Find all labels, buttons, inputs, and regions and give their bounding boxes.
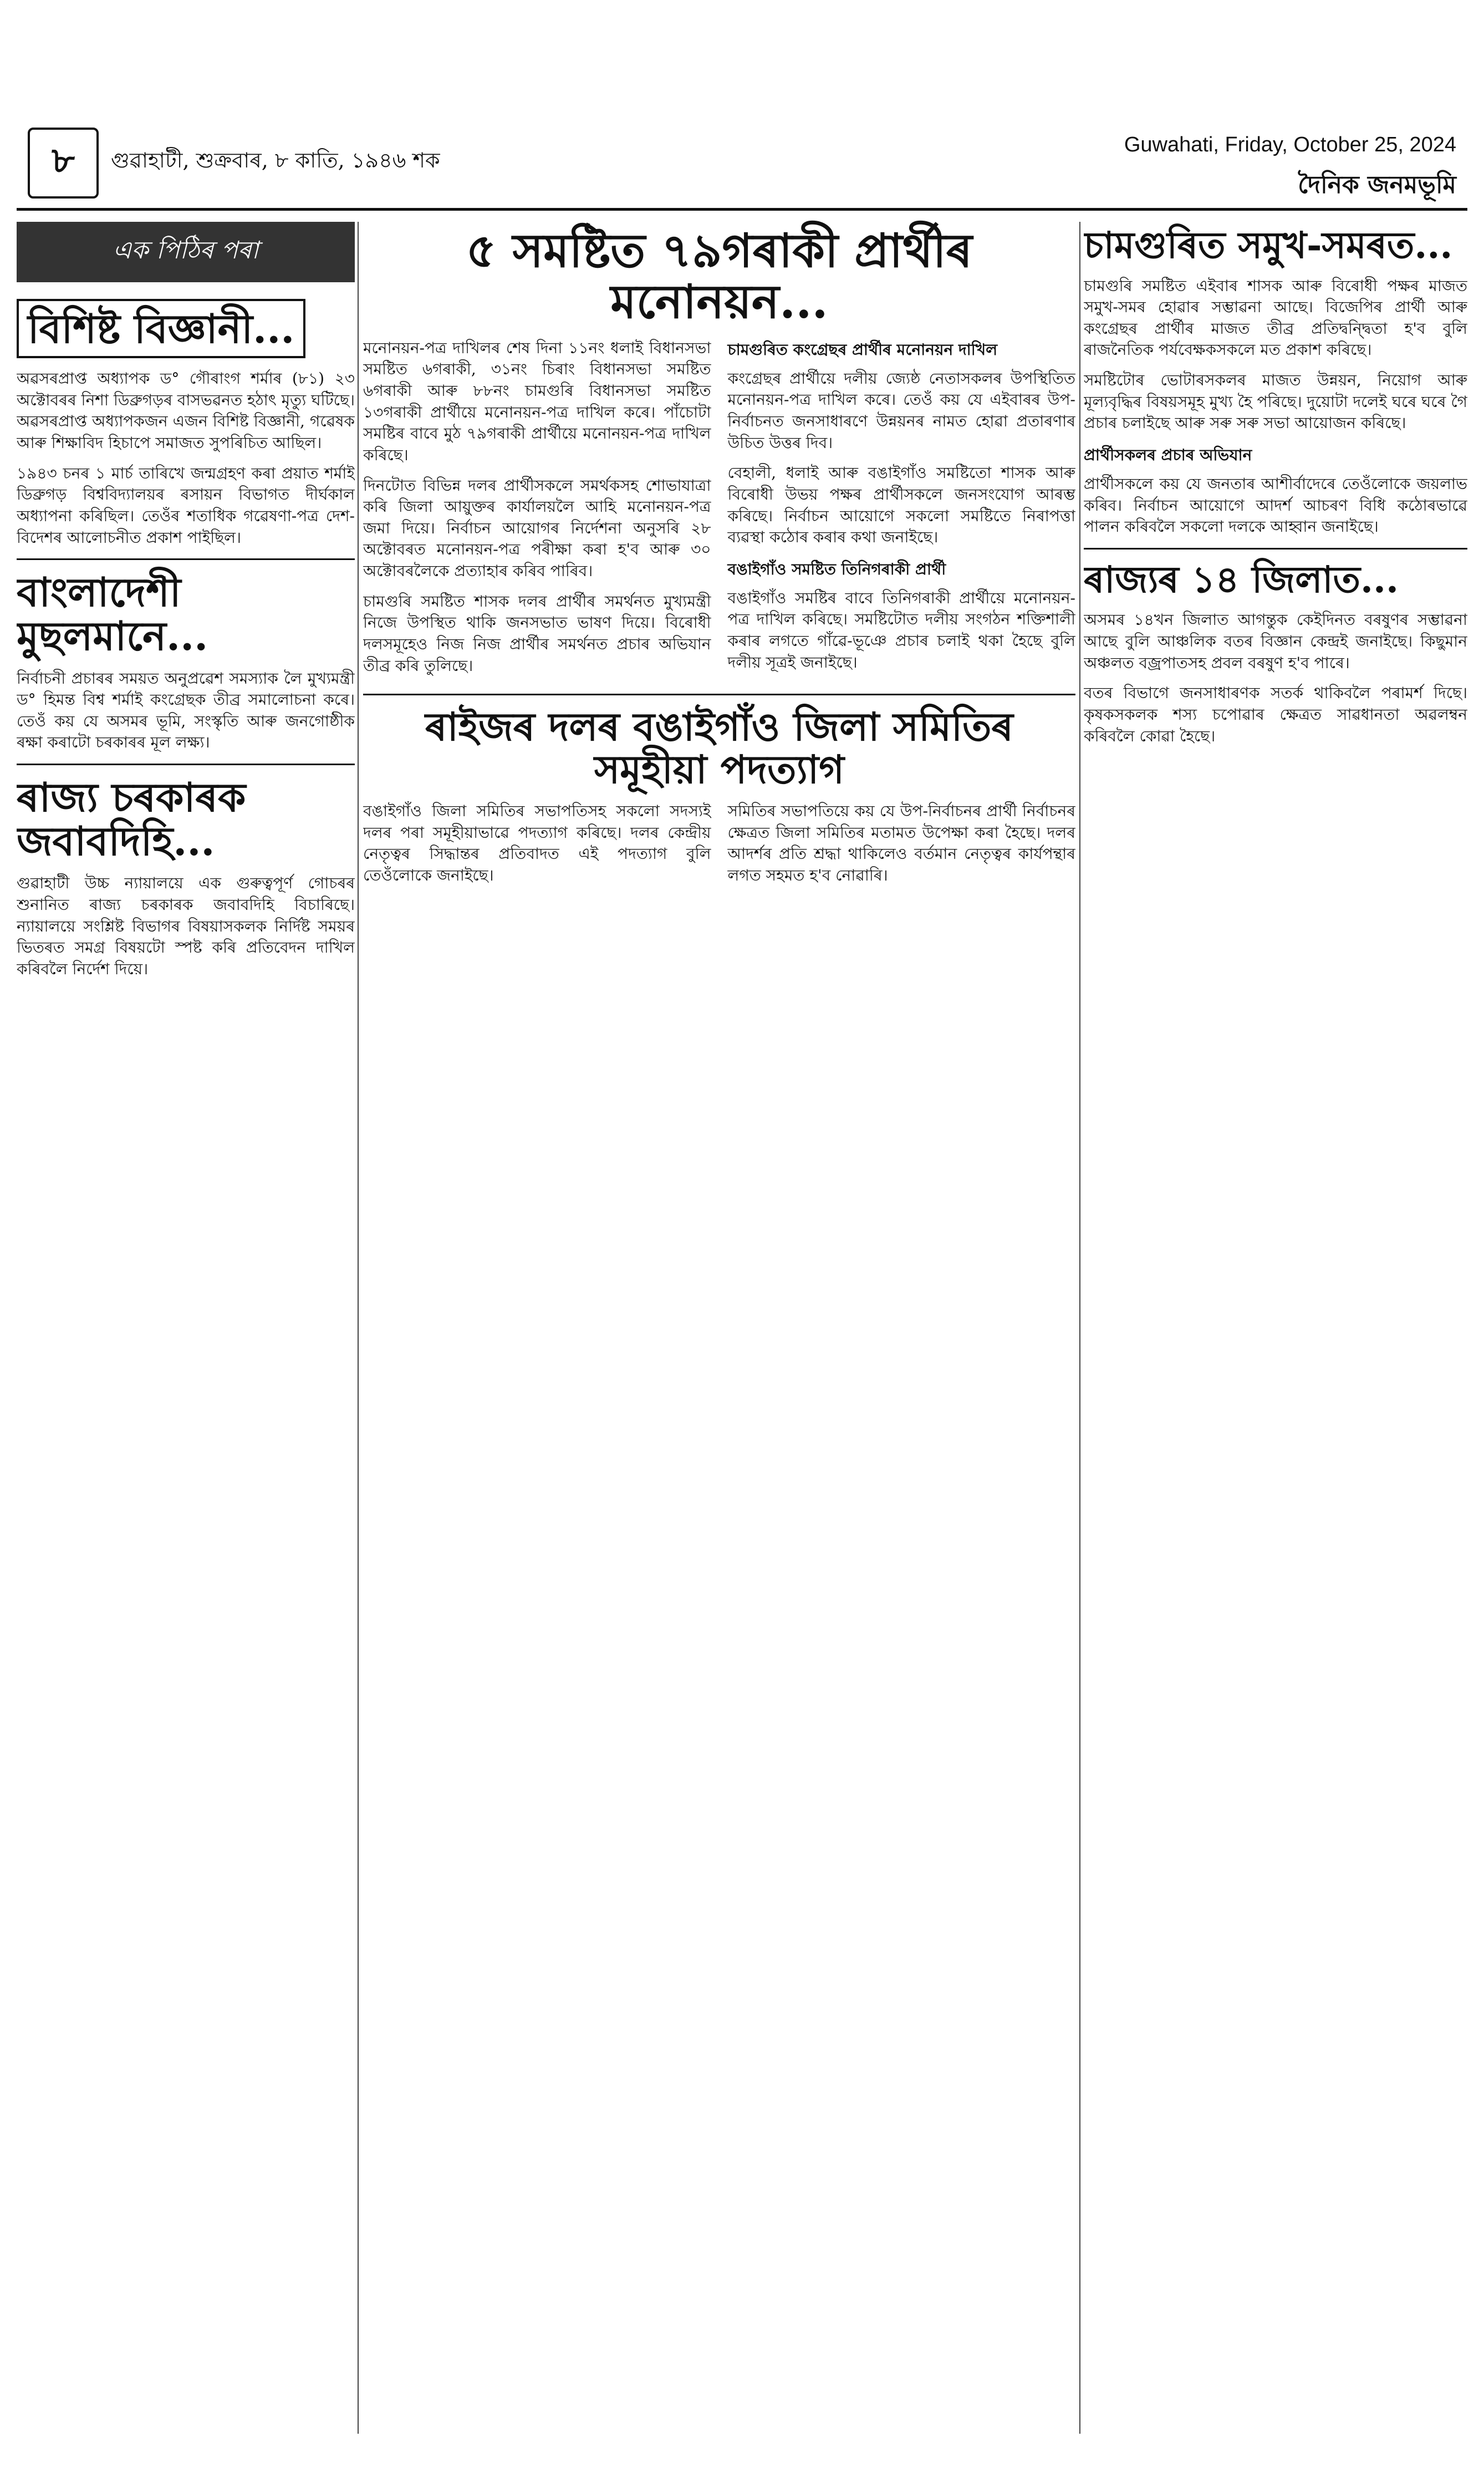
subheading: বঙাইগাঁও সমষ্টিত তিনিগৰাকী প্ৰাৰ্থী [727,559,946,578]
article-body-twocol [363,801,1075,896]
column-divider [1079,222,1080,2434]
column-right [1084,216,1467,2434]
column-center [363,216,1075,2434]
boxed-headline: বিশিষ্ট বিজ্ঞানী... [17,299,305,358]
article-paragraph: কংগ্ৰেছৰ প্ৰাৰ্থীয়ে দলীয় জ্যেষ্ঠ নেতাসকলৰ উপস্থিতিত মনোনয়ন-পত্ৰ দাখিল কৰে। তেওঁ কয় যে এইবাৰৰ উপ-নিৰ্বাচনত জনসাধাৰণে উন্নয়নৰ নামত হোৱা প্ৰতাৰণাৰ উচিত উত্তৰ দিব। [727,369,1075,452]
divider [17,558,355,560]
column-left [17,216,355,2434]
article-paragraph: চামগুৰি সমষ্টিত এইবাৰ শাসক আৰু বিৰোধী পক্ষৰ মাজত সমুখ-সমৰ হোৱাৰ সম্ভাৱনা আছে। বিজেপিৰ প্ৰাৰ্থী আৰু কংগ্ৰেছৰ প্ৰাৰ্থীৰ মাজত তীব্ৰ প্ৰতিদ্বন্দ্বিতা হ'ব বুলি ৰাজনৈতিক পৰ্যবেক্ষকসকলে মত প্ৰকাশ কৰিছে। [1084,276,1467,359]
subheading: চামগুৰিত কংগ্ৰেছৰ প্ৰাৰ্থীৰ মনোনয়ন দাখিল [727,340,998,359]
article-paragraph: গুৱাহাটী উচ্চ ন্যায়ালয়ে এক গুৰুত্বপূৰ্ণ গোচৰৰ শুনানিত ৰাজ্য চৰকাৰক জবাবদিহি বিচাৰিছে। ন্যায়ালয়ে সংশ্লিষ্ট বিভাগৰ বিষয়াসকলক নিৰ্দিষ্ট সময়ৰ ভিতৰত সমগ্ৰ বিষয়টো স্পষ্ট কৰি প্ৰতিবেদন দাখিল কৰিবলৈ নিৰ্দেশ দিয়ে। [17,874,355,978]
subheading: প্ৰাৰ্থীসকলৰ প্ৰচাৰ অভিযান [1084,445,1252,464]
article-headline: বাংলাদেশী মুছলমানে... [17,568,208,660]
article-paragraph: মনোনয়ন-পত্ৰ দাখিলৰ শেষ দিনা ১১নং ধলাই বিধানসভা সমষ্টিত ৬গৰাকী, ৩১নং চিৰাং বিধানসভা সমষ্টিত ৬গৰাকী আৰু ৮৮নং চামগুৰি বিধানসভা সমষ্টিত ১৩গৰাকী প্ৰাৰ্থীয়ে মনোনয়ন-পত্ৰ দাখিল কৰে। পাঁচোটা সমষ্টিৰ বাবে মুঠ ৭৯গৰাকী প্ৰাৰ্থীয়ে মনোনয়ন-পত্ৰ দাখিল কৰিছে। [363,338,711,464]
divider [1084,548,1467,550]
article-paragraph: দিনটোত বিভিন্ন দলৰ প্ৰাৰ্থীসকলে সমৰ্থকসহ শোভাযাত্ৰা কৰি জিলা আয়ুক্তৰ কাৰ্যালয়লৈ আহি মনোনয়ন-পত্ৰ জমা দিয়ে। নিৰ্বাচন আয়োগৰ নিৰ্দেশনা অনুসৰি ২৮ অক্টোবৰত মনোনয়ন-পত্ৰ পৰীক্ষা কৰা হ'ব আৰু ৩০ অক্টোবৰলৈকে প্ৰত্যাহাৰ কৰিব পাৰিব। [363,476,711,581]
article-paragraph: বঙাইগাঁও সমষ্টিৰ বাবে তিনিগৰাকী প্ৰাৰ্থীয়ে মনোনয়ন-পত্ৰ দাখিল কৰিছে। সমষ্টিটোত দলীয় সংগঠন শক্তিশালী কৰাৰ লগতে গাঁৱে-ভূঞে প্ৰচাৰ চলাই থকা হৈছে বুলি দলীয় সূত্ৰই জনাইছে। [727,588,1075,672]
article-paragraph: প্ৰাৰ্থীসকলে কয় যে জনতাৰ আশীৰ্বাদেৰে তেওঁলোকে জয়লাভ কৰিব। নিৰ্বাচন আয়োগে আদৰ্শ আচৰণ বিধি কঠোৰভাৱে পালন কৰিবলৈ সকলো দলকে আহ্বান জনাইছে। [1084,474,1467,536]
article-headline: ৰাজ্যৰ ১৪ জিলাত... [1084,557,1399,601]
divider [17,764,355,765]
article-headline: ৰাইজৰ দলৰ বঙাইগাঁও জিলা সমিতিৰ সমূহীয়া পদত্যাগ [425,704,1013,793]
section-banner: এক পিঠিৰ পৰা [17,222,355,282]
article-headline: চামগুৰিত সমুখ-সমৰত... [1084,223,1453,267]
paper-name: দৈনিক জনমভূমি [1298,171,1456,199]
masthead-rule [17,208,1467,211]
divider [363,694,1075,695]
date-english: Guwahati, Friday, October 25, 2024 [1124,133,1456,156]
article-paragraph: বতৰ বিভাগে জনসাধাৰণক সতৰ্ক থাকিবলৈ পৰামৰ্শ দিছে। কৃষকসকলক শস্য চপোৱাৰ ক্ষেত্ৰত সাৱধানতা অৱলম্বন কৰিবলৈ কোৱা হৈছে। [1084,684,1467,745]
article-headline: ৰাজ্য চৰকাৰক জবাবদিহি... [17,774,246,865]
article-paragraph: অৱসৰপ্ৰাপ্ত অধ্যাপক ড° গৌৰাংগ শৰ্মাৰ (৮১) ২৩ অক্টোবৰৰ নিশা ডিব্ৰুগড়ৰ বাসভৱনত হঠাৎ মৃত্যু ঘটিছে। অৱসৰপ্ৰাপ্ত অধ্যাপকজন এজন বিশিষ্ট বিজ্ঞানী, গৱেষক আৰু শিক্ষাবিদ হিচাপে সমাজত সুপৰিচিত আছিল। [17,369,355,452]
article-paragraph: সমিতিৰ সভাপতিয়ে কয় যে উপ-নিৰ্বাচনৰ প্ৰাৰ্থী নিৰ্বাচনৰ ক্ষেত্ৰত জিলা সমিতিৰ মতামত উপেক্ষা কৰা হৈছে। দলৰ আদৰ্শৰ প্ৰতি শ্ৰদ্ধা থাকিলেও বৰ্তমান নেতৃত্বৰ কাৰ্যপন্থাৰ লগত সহমত হ'ব নোৱাৰি। [727,802,1075,885]
masthead [17,122,1467,216]
main-headline: ৫ সমষ্টিত ৭৯গৰাকী প্ৰাৰ্থীৰ মনোনয়ন... [466,223,973,329]
article-headline [17,299,355,358]
page-number: ৮ [28,128,99,199]
article-paragraph: বেহালী, ধলাই আৰু বঙাইগাঁও সমষ্টিতো শাসক আৰু বিৰোধী উভয় পক্ষৰ প্ৰাৰ্থীসকলে জনসংযোগ আৰম্ভ কৰিছে। নিৰ্বাচন আয়োগে সকলো সমষ্টিতে নিৰাপত্তা ব্যৱস্থা কঠোৰ কৰাৰ কথা জনাইছে। [727,464,1075,547]
article-body-twocol [363,338,1075,684]
article-paragraph: বঙাইগাঁও জিলা সমিতিৰ সভাপতিসহ সকলো সদস্যই দলৰ পৰা সমূহীয়াভাৱে পদত্যাগ কৰিছে। দলৰ কেন্দ্ৰীয় নেতৃত্বৰ সিদ্ধান্তৰ প্ৰতিবাদত এই পদত্যাগ বুলি তেওঁলোকে জনাইছে। [363,802,711,885]
column-divider [358,222,359,2434]
article-paragraph: অসমৰ ১৪খন জিলাত আগন্তুক কেইদিনত বৰষুণৰ সম্ভাৱনা আছে বুলি আঞ্চলিক বতৰ বিজ্ঞান কেন্দ্ৰই জনাইছে। কিছুমান অঞ্চলত বজ্ৰপাতসহ প্ৰবল বৰষুণ হ'ব পাৰে। [1084,611,1467,672]
date-assamese: গুৱাহাটী, শুক্ৰবাৰ, ৮ কাতি, ১৯৪৬ শক [111,148,440,172]
article-paragraph: ১৯৪৩ চনৰ ১ মাৰ্চ তাৰিখে জন্মগ্ৰহণ কৰা প্ৰয়াত শৰ্মাই ডিব্ৰুগড় বিশ্ববিদ্যালয়ৰ ৰসায়ন বিভাগত দীৰ্ঘকাল অধ্যাপনা কৰিছিল। তেওঁৰ শতাধিক গৱেষণা-পত্ৰ দেশ-বিদেশৰ আলোচনীত প্ৰকাশ পাইছিল। [17,464,355,547]
article-paragraph: নিৰ্বাচনী প্ৰচাৰৰ সময়ত অনুপ্ৰৱেশ সমস্যাক লৈ মুখ্যমন্ত্ৰী ড° হিমন্ত বিশ্ব শৰ্মাই কংগ্ৰেছক তীব্ৰ সমালোচনা কৰে। তেওঁ কয় যে অসমৰ ভূমি, সংস্কৃতি আৰু জনগোষ্ঠীক ৰক্ষা কৰাটো চৰকাৰৰ মূল লক্ষ্য। [17,669,355,752]
article-paragraph: চামগুৰি সমষ্টিত শাসক দলৰ প্ৰাৰ্থীৰ সমৰ্থনত মুখ্যমন্ত্ৰী নিজে উপস্থিত থাকি জনসভাত ভাষণ দিয়ে। বিৰোধী দলসমূহেও নিজ নিজ প্ৰাৰ্থীৰ সমৰ্থনত প্ৰচাৰ অভিযান তীব্ৰ কৰি তুলিছে। [363,592,711,675]
article-paragraph: সমষ্টিটোৰ ভোটাৰসকলৰ মাজত উন্নয়ন, নিয়োগ আৰু মূল্যবৃদ্ধিৰ বিষয়সমূহ মুখ্য হৈ পৰিছে। দুয়োটা দলেই ঘৰে ঘৰে গৈ প্ৰচাৰ চলাইছে আৰু সৰু সৰু সভা আয়োজন কৰিছে। [1084,371,1467,433]
